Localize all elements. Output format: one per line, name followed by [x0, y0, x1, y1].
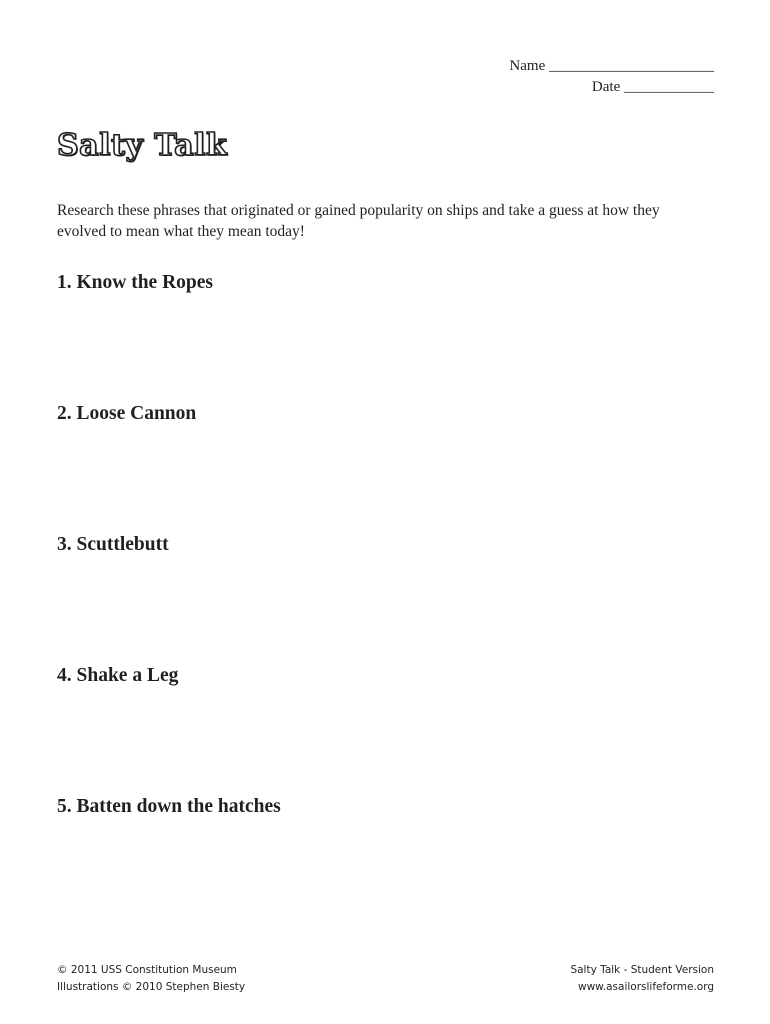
instructions-text: Research these phrases that originated or gained popularity on ships and take a guess at how they evolved to mean what they mean today!	[57, 202, 660, 240]
footer-credits	[57, 962, 245, 996]
phrase-4: 4. Shake a Leg	[57, 665, 179, 686]
phrase-2: 2. Loose Cannon	[57, 403, 197, 424]
illustrations-credit: Illustrations © 2010 Stephen Biesty	[57, 981, 246, 993]
name-field[interactable]: Name ______________________	[509, 58, 714, 74]
website-link[interactable]: www.asailorslifeforme.org	[577, 981, 714, 993]
phrase-5: 5. Batten down the hatches	[57, 796, 281, 817]
version-label: Salty Talk - Student Version	[570, 964, 714, 976]
phrase-3: 3. Scuttlebutt	[57, 534, 169, 555]
copyright-text: © 2011 USS Constitution Museum	[57, 964, 237, 976]
student-info-fields	[509, 56, 714, 98]
phrase-1: 1. Know the Ropes	[57, 272, 214, 293]
page-title: Salty Talk	[57, 128, 228, 163]
date-field[interactable]: Date ____________	[591, 79, 714, 95]
footer-source	[570, 962, 714, 996]
